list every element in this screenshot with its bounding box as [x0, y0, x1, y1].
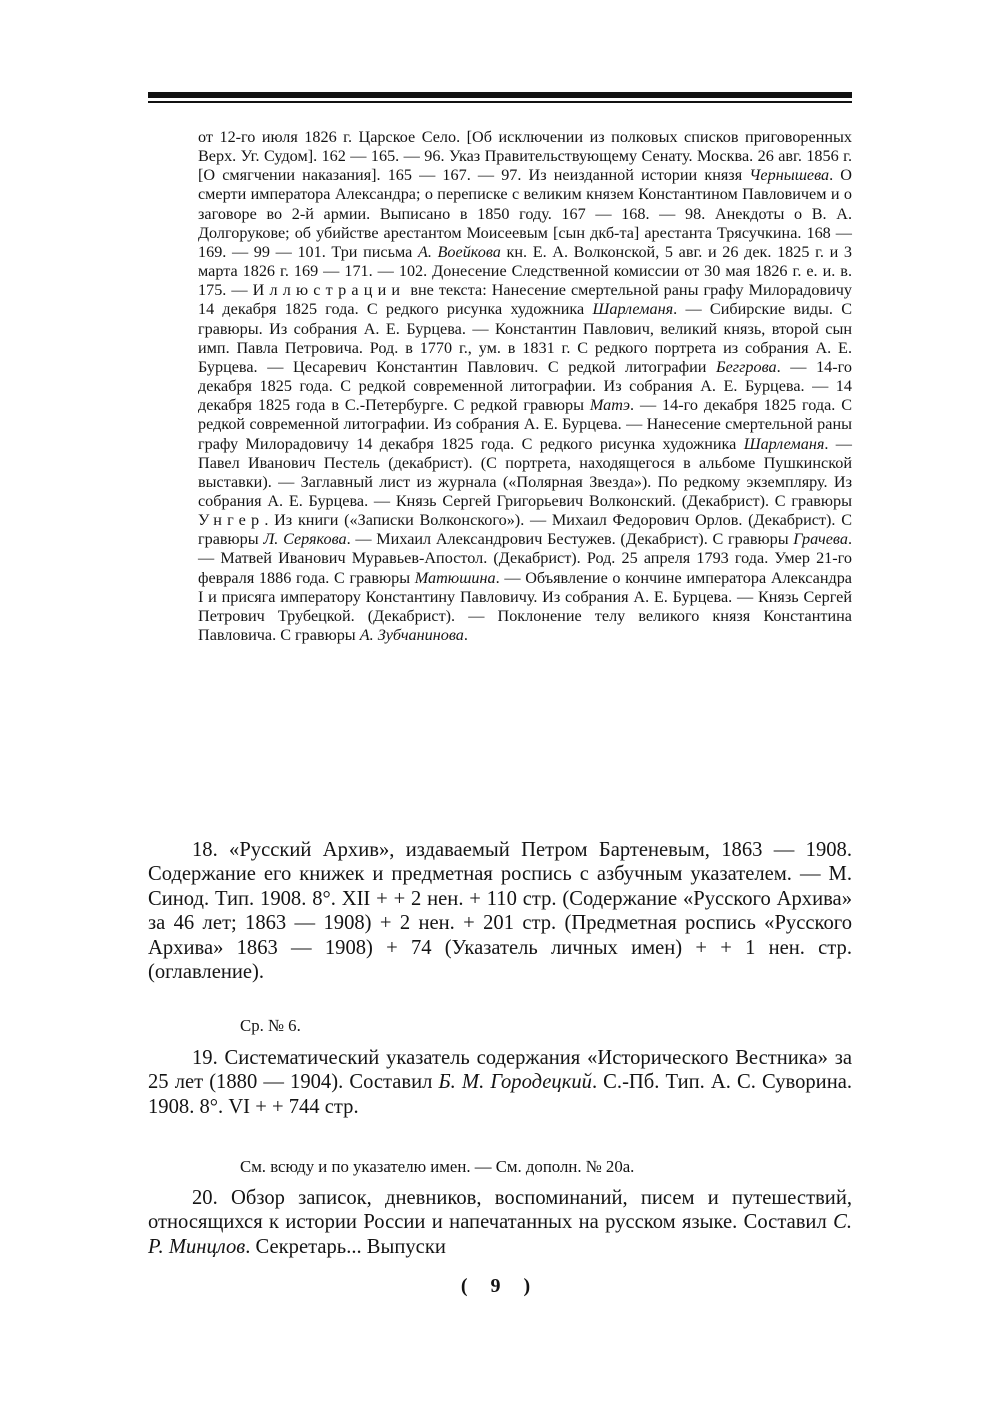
- entry-18-note: Ср. № 6.: [240, 1016, 301, 1035]
- header-rule-thin: [148, 101, 852, 103]
- entry-17-continuation: [198, 128, 852, 645]
- entry-19: [148, 1046, 852, 1119]
- entry-20: [148, 1186, 852, 1259]
- entry-20-text: 20. Обзор записок, дневников, воспоминаний, писем и путешествий, относящихся к истории России и напечатанных на русском языке. Составил С. Р. Минцлов. Секретарь... Выпуски: [148, 1187, 852, 1258]
- page-number: ( 9 ): [460, 1275, 540, 1297]
- illustrations-heading: Иллюстрации: [252, 281, 406, 300]
- entry-17-paragraph: от 12-го июля 1826 г. Царское Село. [Об исключении из полковых списков приговоренных Верх. Уг. Судом]. 162 — 165. — 96. Указ Правительствующему Сенату. Москва. 26 авг. 1856 г. [О смягчении наказания]. 165 — 167. — 97. Из неизданной истории князя Чернышева. О смерти императора Александра; о переписке с великим князем Константином Павловичем и о заговоре во 2-й армии. Выписано в 1850 году. 167 — 168. — 98. Анекдоты о В. А. Долгорукове; об убийстве арестантом Моисеевым [сын дкб-та] арестанта Трясучкина. 168 — 169. — 99 — 101. Три письма А. Воейкова кн. Е. А. Волконской, 5 авг. и 26 дек. 1825 г. и 3 марта 1826 г. 169 — 171. — 102. Донесение Следственной комиссии от 30 мая 1826 г. е. и. в. 175. — Иллюстрации вне текста: Нанесение смертельной раны графу Милорадовичу 14 декабря 1825 года. С редкого рисунка художника Шарлеманя. — Сибирские виды. С гравюры. Из собрания А. Е. Бурцева. — Константин Павлович, великий князь, второй сын имп. Павла Петровича. Род. в 1770 г., ум. в 1831 г. С редкого портрета из собрания А. Е. Бурцева. — Цесаревич Константин Павлович. С редкой литографии Беггрова. — 14-го декабря 1825 года. С редкой современной литографии. Из собрания А. Е. Бурцева. — 14 декабря 1825 года в С.-Петербурге. С редкой гравюры Матэ. — 14-го декабря 1825 года. С редкой современной литографии. Из собрания А. Е. Бурцева. — Нанесение смертельной раны графу Милорадовичу 14 декабря 1825 года. С редкого рисунка художника Шарлеманя. — Павел Иванович Пестель (декабрист). (С портрета, находящегося в альбоме Пушкинской выставки). — Заглавный лист из журнала («Полярная Звезда»). По редкому экземпляру. Из собрания А. Е. Бурцева. — Князь Сергей Григорьевич Волконский. (Декабрист). С гравюры Унгер. Из книги («Записки Волконского»). — Михаил Федорович Орлов. (Декабрист). С гравюры Л. Серякова. — Михаил Александрович Бестужев. (Декабрист). С гравюры Грачева. — Матвей Иванович Муравьев-Апостол. (Декабрист). Род. 25 апреля 1793 года. Умер 21-го февраля 1886 года. С гравюры Матюшина. — Объявление о кончине императора Александра I и присяга императору Константину Павловичу. Из собрания А. Е. Бурцева. — Князь Сергей Петрович Трубецкой. (Декабрист). — Поклонение телу великого князя Константина Павловича. С гравюры А. Зубчанинова.: [198, 128, 853, 645]
- entry-19-note: См. всюду и по указателю имен. — См. дополн. № 20а.: [240, 1157, 635, 1176]
- entry-19-text: 19. Систематический указатель содержания «Исторического Вестника» за 25 лет (1880 — 1904). Составил Б. М. Городецкий. С.-Пб. Тип. А. С. Суворина. 1908. 8°. VI + + 744 стр.: [148, 1047, 852, 1118]
- header-rule-thick: [148, 92, 852, 98]
- entry-18-text: 18. «Русский Архив», издаваемый Петром Бартеневым, 1863 — 1908. Содержание его книжек и предметная роспись с азбучным указателем. — М. Синод. Тип. 1908. 8°. XII + + 2 нен. + 110 стр. (Содержание «Русского Архива» за 46 лет; 1863 — 1908) + 2 нен. + 201 стр. (Предметная роспись «Русского Архива» 1863 — 1908) + 74 (Указатель личных имен) + + 1 нен. стр. (оглавление).: [148, 839, 852, 984]
- entry-18: [148, 838, 852, 984]
